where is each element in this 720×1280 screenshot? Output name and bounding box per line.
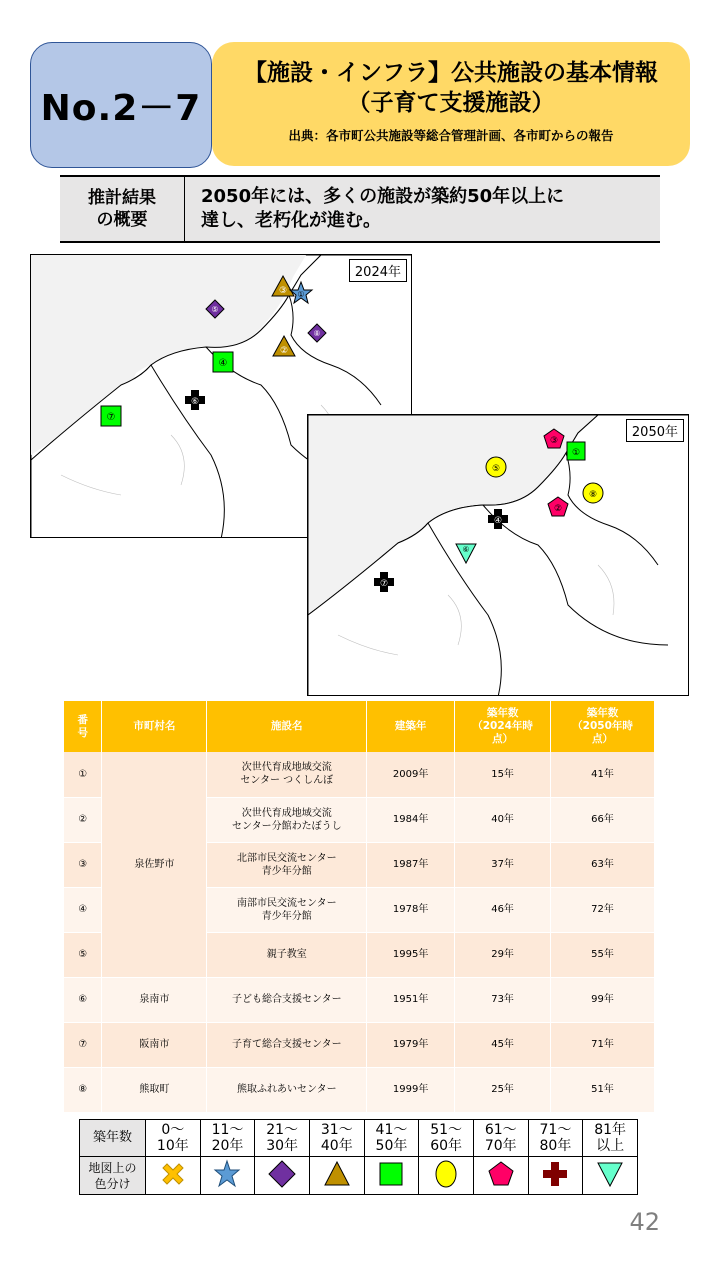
cell-age2024: 73年 [455, 977, 551, 1022]
col-header-age-2050: 築年数 （2050年時 点） [551, 701, 655, 752]
cell-age2050: 63年 [551, 842, 655, 887]
legend-x-cross-icon [146, 1157, 201, 1195]
marker-2024-8-diamond-icon [308, 324, 326, 342]
summary-label-line1: 推計結果 [88, 188, 156, 208]
legend-range: 31～ 40年 [309, 1120, 364, 1157]
legend-range: 51～ 60年 [419, 1120, 474, 1157]
cell-age2050: 41年 [551, 752, 655, 797]
marker-2050-1-square-icon [567, 442, 585, 460]
cell-age2024: 15年 [455, 752, 551, 797]
legend-range: 71～ 80年 [528, 1120, 583, 1157]
table-row [64, 977, 655, 1022]
legend-range: 11～ 20年 [200, 1120, 255, 1157]
title-box [212, 42, 690, 166]
cell-name: 南部市民交流センター 青少年分館 [207, 887, 367, 932]
cell-city: 熊取町 [102, 1067, 207, 1112]
marker-2024-7-square-icon [101, 406, 121, 426]
marker-2050-6-inv-triangle-icon [456, 544, 476, 563]
legend-range: 41～ 50年 [364, 1120, 419, 1157]
cell-year: 1951年 [367, 977, 455, 1022]
marker-2050-4-cross-icon [488, 509, 508, 529]
title-line1: 【施設・インフラ】公共施設の基本情報 [244, 60, 658, 86]
legend-square-icon [364, 1157, 419, 1195]
cell-year: 1979年 [367, 1022, 455, 1067]
cell-age2050: 71年 [551, 1022, 655, 1067]
legend-star-icon [200, 1157, 255, 1195]
legend-row2-label: 地図上の 色分け [80, 1157, 146, 1195]
marker-2024-3-triangle-icon [272, 276, 294, 296]
legend-row1-label: 築年数 [80, 1120, 146, 1157]
cell-no: ⑦ [64, 1022, 102, 1067]
cell-year: 1978年 [367, 887, 455, 932]
svg-text:⑤: ⑤ [211, 305, 219, 314]
cell-age2024: 40年 [455, 797, 551, 842]
cell-no: ④ [64, 887, 102, 932]
col-header-city: 市町村名 [102, 701, 207, 752]
legend-range: 0～ 10年 [146, 1120, 201, 1157]
cell-year: 1984年 [367, 797, 455, 842]
marker-2024-2-triangle-icon [273, 336, 295, 356]
cell-no: ⑧ [64, 1067, 102, 1112]
cell-name: 親子教室 [207, 932, 367, 977]
summary-text [185, 177, 660, 241]
source-note: 出典：各市町公共施設等総合管理計画、各市町からの報告 [288, 128, 614, 143]
marker-2024-5-diamond-icon [206, 300, 224, 318]
map-year-label-2024: 2024年 [349, 259, 407, 282]
svg-text:⑧: ⑧ [588, 490, 598, 500]
svg-text:⑦: ⑦ [379, 579, 389, 589]
svg-text:⑦: ⑦ [106, 412, 116, 423]
cell-age2024: 25年 [455, 1067, 551, 1112]
summary-box [60, 175, 660, 243]
svg-text:⑥: ⑥ [190, 397, 200, 407]
svg-text:②: ② [279, 346, 289, 356]
legend-diamond-icon [255, 1157, 310, 1195]
cell-no: ② [64, 797, 102, 842]
cell-age2050: 55年 [551, 932, 655, 977]
cell-no: ⑥ [64, 977, 102, 1022]
legend-range: 21～ 30年 [255, 1120, 310, 1157]
legend-pentagon-icon [473, 1157, 528, 1195]
marker-2050-5-circle-icon [486, 457, 506, 477]
legend-inv-triangle-icon [583, 1157, 638, 1195]
summary-text-line2: 達し、老朽化が進む。 [201, 210, 381, 231]
cell-year: 1987年 [367, 842, 455, 887]
legend-range: 81年 以上 [583, 1120, 638, 1157]
marker-2050-8-circle-icon [583, 483, 603, 503]
title-line2: （子育て支援施設） [347, 90, 555, 116]
marker-2050-2-pentagon-icon [548, 497, 568, 516]
cell-name: 次世代育成地域交流 センター分館わたぼうし [207, 797, 367, 842]
col-header-age-2024: 築年数 （2024年時 点） [455, 701, 551, 752]
cell-city: 阪南市 [102, 1022, 207, 1067]
cell-no: ① [64, 752, 102, 797]
cell-city: 泉南市 [102, 977, 207, 1022]
cell-no: ⑤ [64, 932, 102, 977]
table-row [64, 1022, 655, 1067]
marker-2024-1-star-icon [290, 282, 312, 303]
legend-plus-cross-icon [528, 1157, 583, 1195]
cell-name: 北部市民交流センター 青少年分館 [207, 842, 367, 887]
cell-age2024: 37年 [455, 842, 551, 887]
legend-range: 61～ 70年 [473, 1120, 528, 1157]
table-header-row [64, 701, 655, 752]
legend-range-row [80, 1120, 638, 1157]
cell-year: 1999年 [367, 1067, 455, 1112]
table-row [64, 1067, 655, 1112]
marker-2024-6-cross-icon [185, 390, 205, 410]
cell-no: ③ [64, 842, 102, 887]
cell-age2024: 46年 [455, 887, 551, 932]
cell-age2024: 29年 [455, 932, 551, 977]
cell-name: 子ども総合支援センター [207, 977, 367, 1022]
cell-age2050: 66年 [551, 797, 655, 842]
marker-2050-3-pentagon-icon [544, 429, 564, 448]
slide-number: No.2－7 [30, 42, 212, 168]
legend-circle-icon [419, 1157, 474, 1195]
legend-table [79, 1119, 638, 1195]
cell-name: 子育て総合支援センター [207, 1022, 367, 1067]
marker-2050-7-cross-icon [374, 572, 394, 592]
col-header-no: 番 号 [64, 701, 102, 752]
col-header-year: 建築年 [367, 701, 455, 752]
map-2050 [307, 414, 689, 696]
cell-age2024: 45年 [455, 1022, 551, 1067]
svg-text:⑥: ⑥ [462, 545, 470, 554]
svg-text:②: ② [553, 504, 563, 514]
summary-label [60, 177, 185, 241]
legend-shape-row [80, 1157, 638, 1195]
summary-label-line2: の概要 [96, 210, 148, 230]
svg-text:①: ① [297, 290, 305, 299]
svg-text:③: ③ [549, 436, 559, 446]
cell-name: 熊取ふれあいセンター [207, 1067, 367, 1112]
summary-text-line1: 2050年には、多くの施設が築約50年以上に [201, 186, 565, 207]
map-year-label-2050: 2050年 [626, 419, 684, 442]
cell-age2050: 72年 [551, 887, 655, 932]
svg-text:⑤: ⑤ [491, 464, 501, 474]
cell-name: 次世代育成地域交流 センター つくしんぼ [207, 752, 367, 797]
cell-age2050: 99年 [551, 977, 655, 1022]
cell-year: 1995年 [367, 932, 455, 977]
svg-text:④: ④ [218, 358, 228, 369]
svg-text:⑧: ⑧ [313, 329, 321, 338]
svg-text:④: ④ [493, 516, 503, 526]
facility-table [64, 701, 655, 1113]
table-row [64, 752, 655, 797]
marker-2024-4-square-icon [213, 352, 233, 372]
cell-age2050: 51年 [551, 1067, 655, 1112]
map-2050-markers [308, 415, 689, 696]
col-header-name: 施設名 [207, 701, 367, 752]
page-number: 42 [629, 1208, 660, 1236]
svg-text:③: ③ [278, 286, 288, 296]
cell-year: 2009年 [367, 752, 455, 797]
svg-text:①: ① [571, 448, 581, 458]
legend-triangle-icon [309, 1157, 364, 1195]
cell-city-merged: 泉佐野市 [102, 752, 207, 977]
